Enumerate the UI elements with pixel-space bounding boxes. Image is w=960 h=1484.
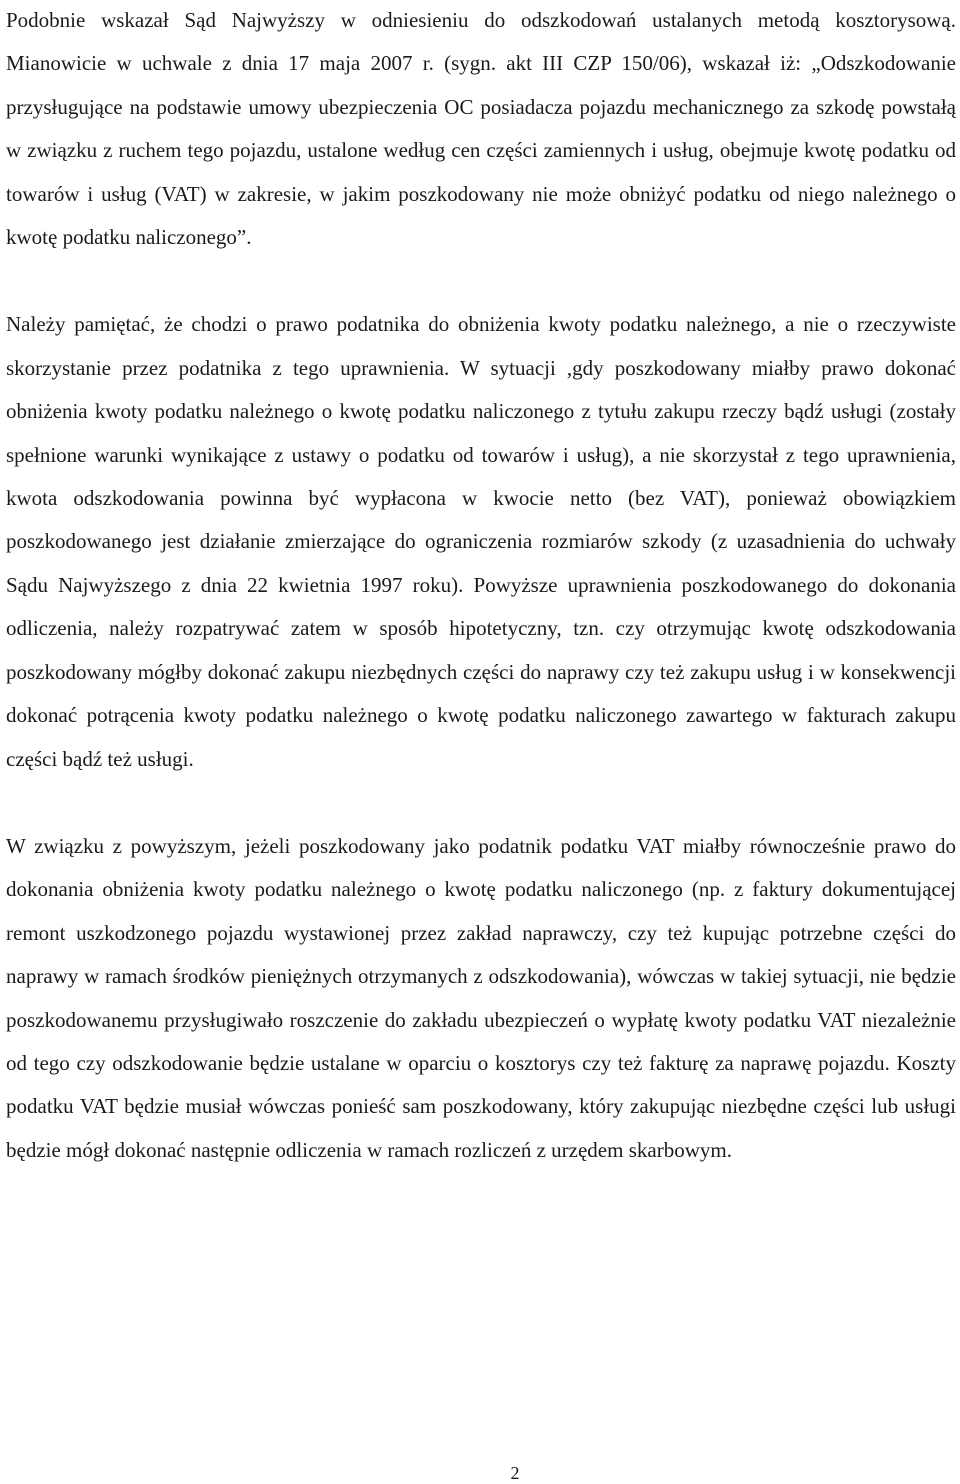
paragraph-right-to-deduct: Należy pamiętać, że chodzi o prawo podatnika do obniżenia kwoty podatku należnego, a nie o rzeczywiste skorzystanie przez podatnika z tego uprawnienia. W sytuacji ,gdy poszkodowany miałby prawo dokonać obniżenia kwoty podatku należnego o kwotę podatku naliczonego z tytułu zakupu rzeczy bądź usługi (zostały spełnione warunki wynikające z ustawy o podatku od towarów i usług), a nie skorzystał z tego uprawnienia, kwota odszkodowania powinna być wypłacona w kwocie netto (bez VAT), ponieważ obowiązkiem poszkodowanego jest działanie zmierzające do ograniczenia rozmiarów szkody (z uzasadnienia do uchwały Sądu Najwyższego z dnia 22 kwietnia 1997 roku). Powyższe uprawnienia poszkodowanego do dokonania odliczenia, należy rozpatrywać zatem w sposób hipotetyczny, tzn. czy otrzymując kwotę odszkodowania poszkodowany mógłby dokonać zakupu niezbędnych części do naprawy czy też zakupu usług i w konsekwencji dokonać potrącenia kwoty podatku należnego o kwotę podatku naliczonego zawartego w fakturach zakupu części bądź też usługi. [6, 312, 956, 771]
paragraph-supreme-court-resolution: Podobnie wskazał Sąd Najwyższy w odniesieniu do odszkodowań ustalanych metodą kosztorysową. Mianowicie w uchwale z dnia 17 maja 2007 r. (sygn. akt III CZP 150/06), wskazał iż: „Odszkodowanie przysługujące na podstawie umowy ubezpieczenia OC posiadacza pojazdu mechanicznego za szkodę powstałą w związku z ruchem tego pojazdu, ustalone według cen części zamiennych i usług, obejmuje kwotę podatku od towarów i usług (VAT) w zakresie, w jakim poszkodowany nie może obniżyć podatku od niego należnego o kwotę podatku naliczonego”. [6, 8, 956, 250]
paragraph-vat-taxpayer-consequences: W związku z powyższym, jeżeli poszkodowany jako podatnik podatku VAT miałby równocześnie prawo do dokonania obniżenia kwoty podatku należnego o kwotę podatku naliczonego (np. z faktury dokumentującej remont uszkodzonego pojazdu wystawionej przez zakład naprawczy, czy też kupując potrzebne części do naprawy w ramach środków pieniężnych otrzymanych z odszkodowania), wówczas w takiej sytuacji, nie będzie poszkodowanemu przysługiwało roszczenie do zakładu ubezpieczeń o wypłatę kwoty podatku VAT niezależnie od tego czy odszkodowanie będzie ustalane w oparciu o kosztorys czy też fakturę za naprawę pojazdu. Koszty podatku VAT będzie musiał wówczas ponieść sam poszkodowany, który zakupując niezbędne części lub usługi będzie mógł dokonać następnie odliczenia w ramach rozliczeń z urzędem skarbowym. [6, 833, 956, 1162]
page-number: 2 [510, 1463, 520, 1483]
document-body [6, 0, 956, 1172]
